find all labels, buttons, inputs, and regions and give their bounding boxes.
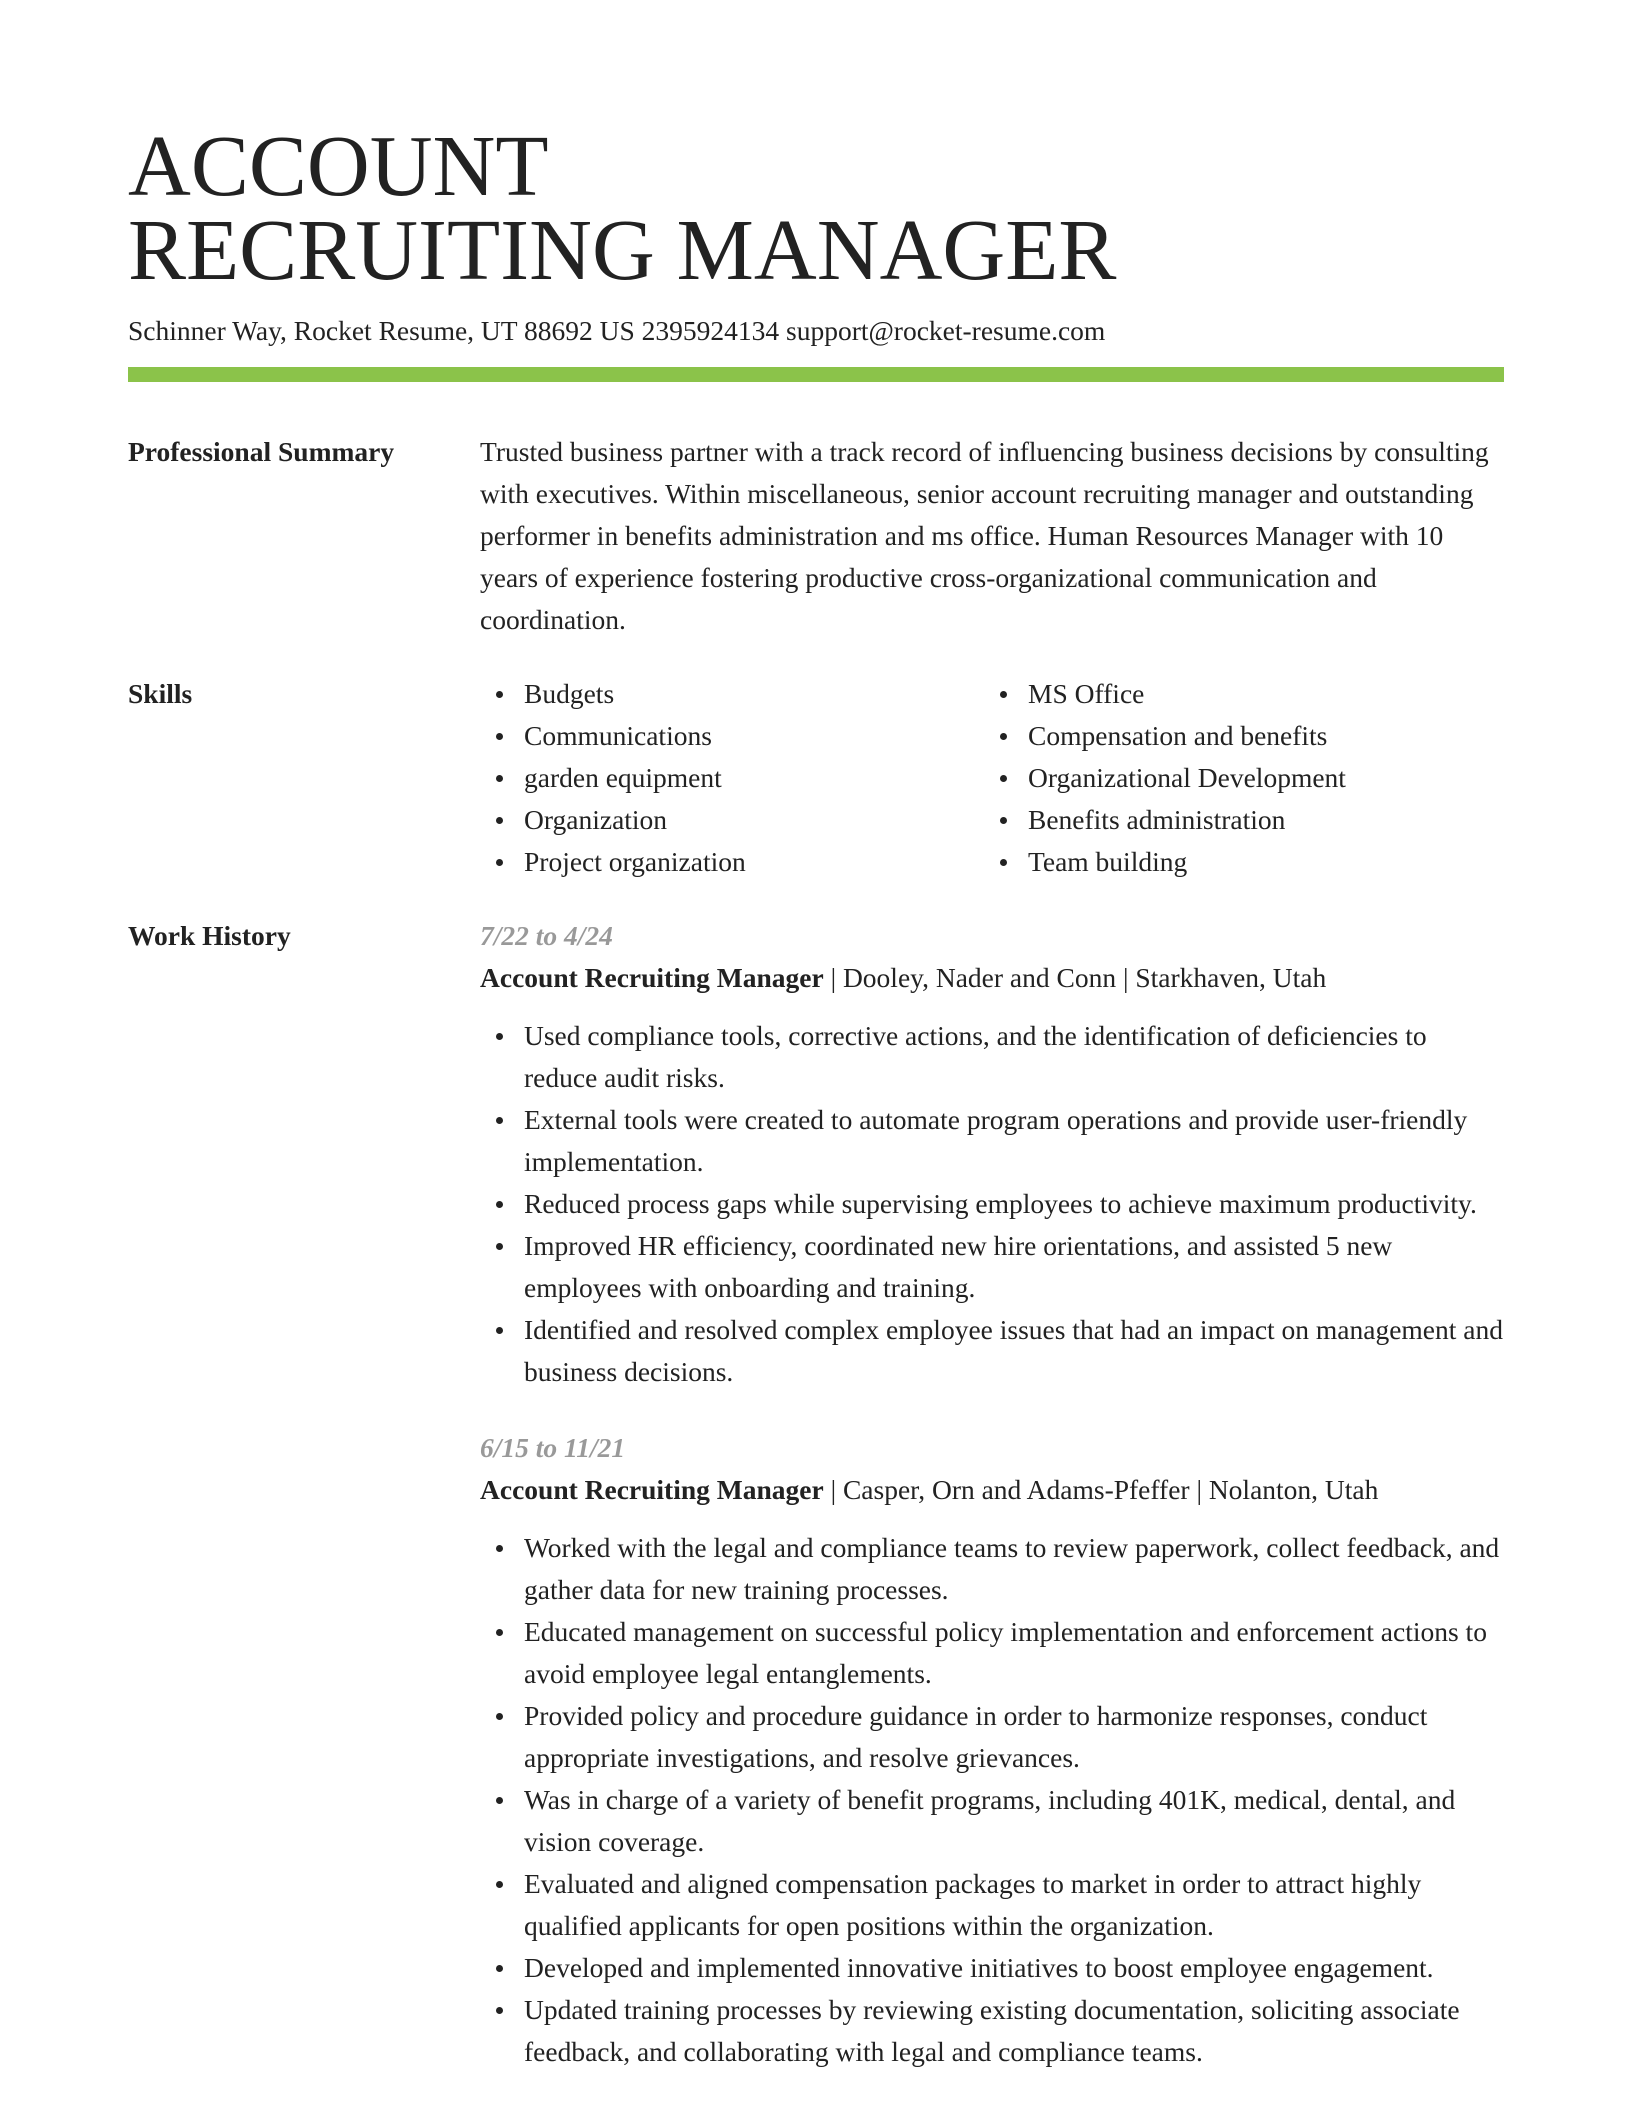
job-heading [480,957,1504,999]
job-bullet: Improved HR efficiency, coordinated new hire orientations, and assisted 5 new employees with onboarding and training. [524,1225,1504,1309]
skills-section [128,673,1504,883]
job-title: Account Recruiting Manager [480,962,824,993]
section-label: Work History [128,920,291,951]
job-dates: 6/15 to 11/21 [480,1432,626,1463]
skill-item: garden equipment [524,757,984,799]
job-bullet: Updated training processes by reviewing existing documentation, soliciting associate feedback, and collaborating with legal and compliance teams. [524,1989,1504,2073]
job-entry [480,915,1504,1393]
job-bullet: External tools were created to automate program operations and provide user-friendly implementation. [524,1099,1504,1183]
skill-item: Budgets [524,673,984,715]
skills-column-right [984,673,1488,883]
work-history-body [480,915,1504,2073]
title-line-1: ACCOUNT [128,117,549,214]
job-bullet: Worked with the legal and compliance teams to review paperwork, collect feedback, and gather data for new training processes. [524,1527,1504,1611]
job-heading [480,1469,1504,1511]
job-entry [480,1427,1504,2073]
resume-page [128,117,1504,2073]
job-bullets [480,1527,1504,2073]
job-bullet: Was in charge of a variety of benefit programs, including 401K, medical, dental, and vision coverage. [524,1779,1504,1863]
skill-item: Project organization [524,841,984,883]
title-line-2: RECRUITING MANAGER [128,201,1117,298]
job-bullet: Evaluated and aligned compensation packages to market in order to attract highly qualified applicants for open positions within the organization. [524,1863,1504,1947]
skill-item: Compensation and benefits [1028,715,1488,757]
skills-body [480,673,1504,883]
skill-item: Communications [524,715,984,757]
job-bullet: Provided policy and procedure guidance in order to harmonize responses, conduct appropriate investigations, and resolve grievances. [524,1695,1504,1779]
job-bullet: Reduced process gaps while supervising employees to achieve maximum productivity. [524,1183,1504,1225]
skill-item: Organization [524,799,984,841]
section-label: Skills [128,678,193,709]
job-employer-location: | Casper, Orn and Adams-Pfeffer | Nolanton, Utah [823,1474,1379,1505]
job-bullet: Identified and resolved complex employee issues that had an impact on management and business decisions. [524,1309,1504,1393]
skill-item: Benefits administration [1028,799,1488,841]
skills-column-left [480,673,984,883]
job-employer-location: | Dooley, Nader and Conn | Starkhaven, Utah [823,962,1327,993]
skill-item: MS Office [1028,673,1488,715]
job-bullet: Educated management on successful policy implementation and enforcement actions to avoid employee legal entanglements. [524,1611,1504,1695]
job-title: Account Recruiting Manager [480,1474,824,1505]
job-bullets [480,1015,1504,1393]
accent-divider [128,367,1504,382]
skill-item: Organizational Development [1028,757,1488,799]
candidate-title [128,117,1504,298]
summary-text: Trusted business partner with a track record of influencing business decisions by consulting with executives. Within miscellaneous, senior account recruiting manager and outstanding performer in benefits administration and ms office. Human Resources Manager with 10 years of experience fostering productive cross-organizational communication and coordination. [480,436,1489,635]
job-dates: 7/22 to 4/24 [480,920,613,951]
section-label: Professional Summary [128,436,395,467]
job-bullet: Developed and implemented innovative initiatives to boost employee engagement. [524,1947,1504,1989]
professional-summary-section [128,431,1504,641]
job-bullet: Used compliance tools, corrective actions, and the identification of deficiencies to reduce audit risks. [524,1015,1504,1099]
contact-line: Schinner Way, Rocket Resume, UT 88692 US 2395924134 support@rocket-resume.com [128,315,1106,346]
skill-item: Team building [1028,841,1488,883]
work-history-section [128,915,1504,2073]
